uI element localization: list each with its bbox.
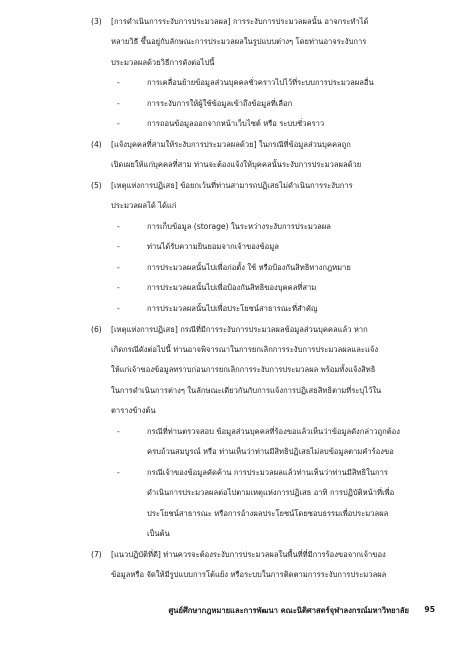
- bullet-item: กรณีเจ้าของข้อมูลคัดค้าน การประมวลผลแล้วท่านเห็นว่าท่านมีสิทธิในการ: [147, 468, 388, 477]
- paragraph-line: [แจ้งบุคคลที่สามให้ระงับการประมวลผลด้วย] ในกรณีที่ข้อมูลส่วนบุคคลถูก: [111, 140, 351, 149]
- bullet-item: การเก็บข้อมูล (storage) ในระหว่างระงับการประมวลผล: [147, 222, 331, 231]
- paragraph-line: ตารางข้างต้น: [111, 406, 156, 415]
- bullet-item-continuation: ดำเนินการประมวลผลต่อไปตามเหตุแห่งการปฏิเสธ อาทิ การปฏิบัติหน้าที่เพื่อ: [147, 488, 395, 497]
- paragraph-line: [เหตุแห่งการปฏิเสธ] กรณีที่มีการระงับการประมวลผลข้อมูลส่วนบุคคลแล้ว หาก: [111, 325, 368, 334]
- paragraph-line: ให้แก่เจ้าของข้อมูลทราบก่อนการยกเลิกการระงับการประมวลผล พร้อมทั้งแจ้งสิทธิ: [111, 365, 376, 374]
- bullet-dash: -: [117, 468, 120, 477]
- paragraph-line: เปิดเผยให้แก่บุคคลที่สาม ท่านจะต้องแจ้งให้บุคคลนั้นระงับการประมวลผลด้วย: [111, 160, 362, 169]
- paragraph-line: หลายวิธี ขึ้นอยู่กับลักษณะการประมวลผลในรูปแบบต่างๆ โดยท่านอาจระงับการ: [111, 37, 367, 46]
- paragraph-line: ประมวลผลด้วยวิธีการดังต่อไปนี้: [111, 58, 215, 67]
- bullet-item-continuation: ประโยชน์สาธารณะ หรือการอ้างผลประโยชน์โดยชอบธรรมเพื่อประมวลผล: [147, 509, 389, 518]
- bullet-dash: -: [117, 283, 120, 292]
- bullet-item: การระงับการให้ผู้ใช้ข้อมูลเข้าถึงข้อมูลที่เลือก: [147, 99, 293, 108]
- bullet-item: กรณีที่ท่านตรวจสอบ ข้อมูลส่วนบุคคลที่ร้องขอแล้วเห็นว่าข้อมูลดังกล่าวถูกต้อง: [147, 427, 400, 436]
- item-number: (7): [91, 550, 102, 559]
- bullet-item-continuation: เป็นต้น: [147, 529, 170, 538]
- paragraph-line: [แนวปฏิบัติที่ดี] ท่านควรจะต้องระงับการประมวลผลในพื้นที่ที่มีการร้องขอจากเจ้าของ: [111, 550, 386, 559]
- bullet-item: ท่านได้รับความยินยอมจากเจ้าของข้อมูล: [147, 242, 279, 251]
- page-footer: [0, 605, 459, 619]
- page-number: 95: [424, 605, 435, 614]
- paragraph-line: ประมวลผลได้ ได้แก่: [111, 201, 177, 210]
- bullet-dash: -: [117, 78, 120, 87]
- paragraph-line: ในการดำเนินการต่างๆ ในลักษณะเดียวกันกับการแจ้งการปฏิเสธสิทธิตามที่ระบุไว้ใน: [111, 386, 382, 395]
- paragraph-line: ข้อมูลหรือ จัดให้มีรูปแบบการโต้แย้ง หรือระบบในการติดตามการระงับการประมวลผล: [111, 570, 387, 579]
- item-number: (3): [91, 17, 102, 26]
- bullet-dash: -: [117, 119, 120, 128]
- paragraph-line: [เหตุแห่งการปฏิเสธ] ข้อยกเว้นที่ท่านสามารถปฏิเสธไม่ดำเนินการระงับการ: [111, 181, 353, 190]
- bullet-item: การประมวลผลนั้นไปเพื่อประโยชน์สาธารณะที่สำคัญ: [147, 304, 318, 313]
- paragraph-line: เกิดกรณีดังต่อไปนี้ ท่านอาจพิจารณาในการยกเลิกการระงับการประมวลผลและแจ้ง: [111, 345, 379, 354]
- bullet-dash: -: [117, 427, 120, 436]
- bullet-item: การเคลื่อนย้ายข้อมูลส่วนบุคคลชั่วคราวไปไว้ที่ระบบการประมวลผลอื่น: [147, 78, 374, 87]
- bullet-dash: -: [117, 263, 120, 272]
- bullet-item: การถอนข้อมูลออกจากหน้าเว็บไซต์ หรือ ระบบชั่วคราว: [147, 119, 325, 128]
- item-number: (4): [91, 140, 102, 149]
- paragraph-line: [การดำเนินการระงับการประมวลผล] การระงับการประมวลผลนั้น อาจกระทำได้: [111, 17, 369, 26]
- bullet-item-continuation: ครบถ้วนสมบูรณ์ หรือ ท่านเห็นว่าท่านมีสิทธิปฏิเสธไม่ลบข้อมูลตามคำร้องขอ: [147, 447, 394, 456]
- bullet-item: การประมวลผลนั้นไปเพื่อป้องกันสิทธิของบุคคลที่สาม: [147, 283, 317, 292]
- footer-text: ศูนย์ศึกษากฎหมายและการพัฒนา คณะนิติศาสตร์จุฬาลงกรณ์มหาวิทยาลัย: [168, 606, 409, 615]
- bullet-dash: -: [117, 242, 120, 251]
- bullet-dash: -: [117, 222, 120, 231]
- item-number: (5): [91, 181, 102, 190]
- item-number: (6): [91, 325, 102, 334]
- bullet-item: การประมวลผลนั้นไปเพื่อก่อตั้ง ใช้ หรือป้องกันสิทธิทางกฎหมาย: [147, 263, 351, 272]
- bullet-dash: -: [117, 99, 120, 108]
- bullet-dash: -: [117, 304, 120, 313]
